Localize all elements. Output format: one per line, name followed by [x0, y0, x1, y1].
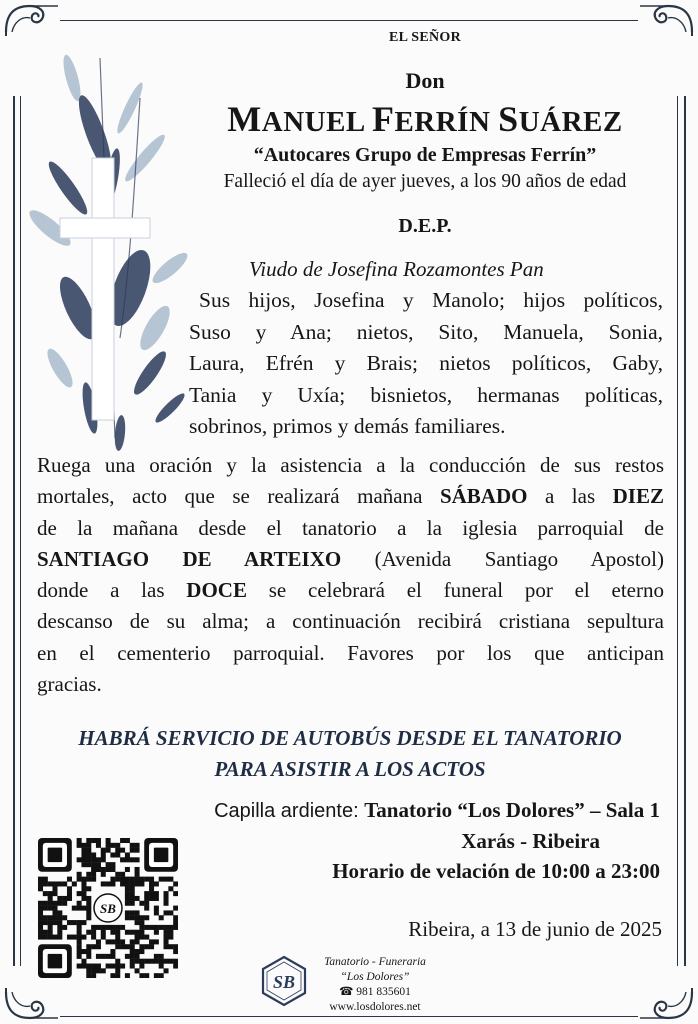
corner-ornament-bottom-left-icon — [2, 986, 60, 1022]
chapel-info — [125, 795, 660, 886]
funeral-home-subname: “Los Dolores” — [340, 971, 410, 983]
funeral-home-phone-line — [308, 985, 442, 1000]
bus-notice — [30, 723, 670, 785]
svg-text:SB: SB — [100, 901, 116, 916]
name-rest-2: ERRÍN — [394, 106, 499, 138]
death-notice: Falleció el día de ayer jueves, a los 90 años de edad — [223, 171, 627, 192]
cross-with-leaves-icon — [20, 38, 200, 453]
paragraph-line — [37, 544, 664, 575]
deceased-name — [175, 98, 675, 140]
family-list — [189, 285, 663, 443]
paragraph-line: de la mañana desde el tanatorio a la iglesia parroquial de — [37, 515, 664, 540]
svg-text:SB: SB — [272, 972, 296, 992]
rest-in-peace: D.E.P. — [398, 215, 452, 237]
time-highlight: DIEZ — [612, 484, 664, 509]
text-segment: (Avenida Santiago Apostol) — [341, 546, 664, 571]
ceremony-paragraph — [37, 450, 664, 700]
chapel-hours: Horario de velación de 10:00 a 23:00 — [332, 859, 660, 883]
paragraph-line: en el cementerio parroquial. Favores por los que anticipan — [37, 640, 664, 665]
day-highlight: SÁBADO — [439, 484, 528, 509]
frame-right-line — [684, 96, 686, 966]
family-line: sobrinos, primos y demás familiares. — [189, 414, 506, 439]
frame-top-line — [60, 20, 638, 21]
chapel-venue-line — [125, 795, 660, 826]
funeral-home-phone: 981 835601 — [356, 986, 411, 998]
name-cap-2: F — [371, 99, 395, 139]
paragraph-line: gracias. — [37, 672, 102, 697]
name-rest-3: UÁREZ — [518, 106, 623, 138]
text-segment: donde a las — [37, 578, 187, 603]
pre-title: EL SEÑOR — [388, 30, 462, 45]
frame-right-line-inner — [677, 96, 678, 966]
bus-notice-line-2: PARA ASISTIR A LOS ACTOS — [214, 757, 486, 781]
chapel-location: Xarás - Ribeira — [461, 829, 600, 853]
paragraph-line — [37, 575, 664, 606]
phone-icon: ☎ — [339, 986, 354, 998]
family-line: Tania y Uxía; bisnietos, hermanas políticas, — [189, 382, 663, 407]
paragraph-line: Ruega una oración y la asistencia a la conducción de sus restos — [37, 453, 664, 477]
funeral-home-logo-icon — [258, 955, 310, 1007]
text-segment: mortales, acto que se realizará mañana — [37, 484, 440, 509]
family-line: Suso y Ana; nietos, Sito, Manuela, Sonia, — [189, 319, 663, 344]
place-date: Ribeira, a 13 de junio de 2025 — [408, 917, 662, 941]
family-line: Sus hijos, Josefina y Manolo; hijos políticos, — [199, 288, 663, 312]
funeral-time-highlight: DOCE — [186, 578, 247, 603]
paragraph-line — [37, 481, 664, 512]
chapel-label: Capilla ardiente: — [214, 800, 365, 822]
name-rest-1: ANUEL — [261, 106, 372, 138]
qr-code-icon[interactable] — [38, 838, 178, 978]
frame-left-line — [13, 96, 15, 966]
family-line: Laura, Efrén y Brais; nietos políticos, Gaby, — [189, 351, 663, 376]
frame-bottom-line — [60, 1016, 638, 1017]
company-name: “Autocares Grupo de Empresas Ferrín” — [253, 144, 597, 166]
funeral-home-website[interactable]: www.losdolores.net — [329, 1001, 421, 1013]
corner-ornament-top-left-icon — [2, 2, 60, 38]
corner-ornament-top-right-icon — [638, 2, 696, 38]
bus-notice-line-1: HABRÁ SERVICIO DE AUTOBÚS DESDE EL TANATORIO — [78, 726, 622, 750]
church-highlight: SANTIAGO DE ARTEIXO — [37, 546, 342, 571]
text-segment: se celebrará el funeral por el eterno — [246, 578, 664, 603]
funeral-home-name: Tanatorio - Funeraria — [324, 956, 426, 968]
paragraph-line: descanso de su alma; a continuación recibirá cristiana sepultura — [37, 609, 664, 634]
text-segment: a las — [527, 484, 613, 509]
chapel-venue: Tanatorio “Los Dolores” – Sala 1 — [364, 798, 660, 822]
funeral-home-info — [308, 955, 442, 1015]
name-cap-3: S — [498, 99, 519, 139]
honorific: Don — [405, 68, 445, 93]
name-cap-1: M — [227, 99, 262, 139]
widow-line: Viudo de Josefina Rozamontes Pan — [249, 257, 544, 281]
corner-ornament-bottom-right-icon — [638, 986, 696, 1022]
